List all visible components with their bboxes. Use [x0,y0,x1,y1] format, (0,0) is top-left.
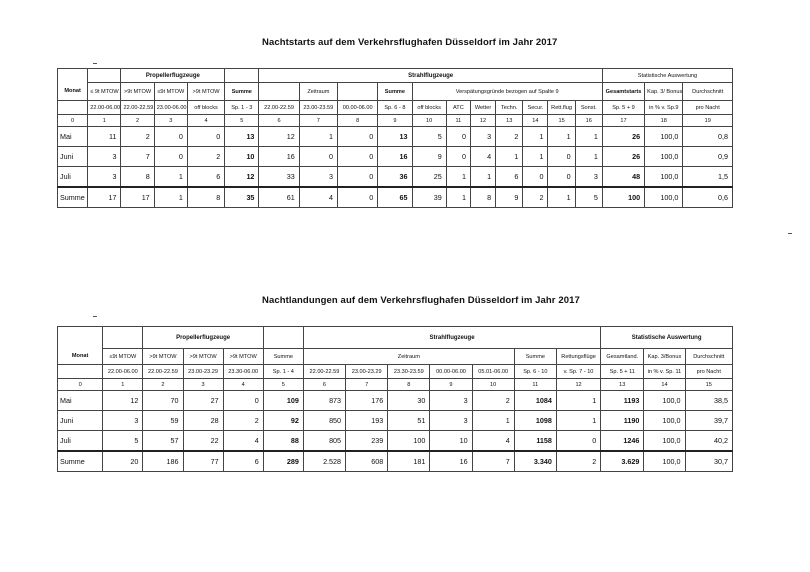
col-subheader: 23.00-23.59 [299,101,337,115]
cell: 70 [143,391,183,411]
col-number: 6 [259,115,299,127]
cell: 38,5 [685,391,732,411]
cell: 4 [472,431,514,452]
col-subheader: 05.01-06.00 [472,365,514,379]
monat-header: Monat [58,83,88,101]
col-subheader: off blocks [187,101,224,115]
row-label: Summe [58,451,103,472]
col-subheader: Techn. [496,101,523,115]
cell: 109 [263,391,303,411]
cell: 176 [346,391,388,411]
cell: 7 [121,147,154,167]
col-subheader: 00.00-06.00 [338,101,378,115]
col-header: Durchschnitt [685,349,732,365]
col-number: 11 [514,379,556,391]
col-subheader: Sp. 6 - 8 [378,101,412,115]
col-header: >9t MTOW [223,349,263,365]
cell: 0 [338,167,378,188]
cell: 6 [496,167,523,188]
cell: 100,0 [644,391,685,411]
cell: 0 [154,147,187,167]
cell: 1 [154,167,187,188]
cell: 0 [556,431,600,452]
cell: 805 [303,431,345,452]
col-subheader: in % v. Sp.9 [645,101,683,115]
col-subheader: ATC [446,101,470,115]
row-label: Mai [58,391,103,411]
cell: 1 [548,127,575,147]
zeitraum-header: Zeitraum [303,349,514,365]
col-header: ≤9t MTOW [154,83,187,101]
col-number: 0 [58,115,88,127]
col-header: Gesamtland. [601,349,644,365]
table2-title: Nachtlandungen auf dem Verkehrsflughafen Düsseldorf im Jahr 2017 [262,295,580,306]
cell: 1 [523,127,548,147]
col-subheader: 22.00-22.59 [121,101,154,115]
cell: 0 [446,147,470,167]
col-header: Summe [514,349,556,365]
cell: 5 [575,187,602,208]
cell: 16 [378,147,412,167]
cell: 12 [103,391,143,411]
cell: 4 [299,187,337,208]
cell: 57 [143,431,183,452]
col-number: 12 [470,115,495,127]
col-number: 15 [685,379,732,391]
cell: 20 [103,451,143,472]
cell: 7 [472,451,514,472]
cell: 2 [523,187,548,208]
cell: 35 [225,187,259,208]
zeitraum-header: Zeitraum [299,83,337,101]
monat-header: Monat [58,349,103,365]
cell: 2 [556,451,600,472]
cell: 88 [263,431,303,452]
cell: 2 [472,391,514,411]
col-number: 8 [388,379,430,391]
col-number: 14 [644,379,685,391]
col-subheader: 22.00-06.00 [88,101,121,115]
group-propeller: Propellerflugzeuge [121,69,225,83]
cell: 8 [470,187,495,208]
cell: 22 [183,431,223,452]
cell: 3 [88,147,121,167]
cell: 59 [143,411,183,431]
cell: 0,9 [683,147,733,167]
col-subheader: Secur. [523,101,548,115]
col-header: >9t MTOW [143,349,183,365]
table1-title: Nachtstarts auf dem Verkehrsflughafen Düsseldorf im Jahr 2017 [262,37,558,48]
col-number: 2 [143,379,183,391]
col-number: 0 [58,379,103,391]
col-number: 1 [103,379,143,391]
cell: 3 [88,167,121,188]
cell: 1158 [514,431,556,452]
cell: 9 [496,187,523,208]
cell: 26 [602,127,644,147]
col-number: 5 [263,379,303,391]
col-subheader: Sp. 1 - 4 [263,365,303,379]
cell: 4 [223,431,263,452]
cell: 1 [575,127,602,147]
cell: 1 [548,187,575,208]
cell: 100,0 [645,147,683,167]
cell: 1084 [514,391,556,411]
col-header: Rettungsflüge [556,349,600,365]
col-number: 19 [683,115,733,127]
col-subheader: 22.00-06.00 [103,365,143,379]
cell: 39,7 [685,411,732,431]
col-number: 11 [446,115,470,127]
cell: 3 [470,127,495,147]
col-number: 4 [187,115,224,127]
col-subheader: 23.30-23.59 [388,365,430,379]
cell: 0 [299,147,337,167]
cell: 3 [430,391,472,411]
col-header: >9t MTOW [121,83,154,101]
col-number: 13 [496,115,523,127]
cell: 2 [187,147,224,167]
cell: 1 [556,411,600,431]
cell: 2 [223,411,263,431]
cell: 1 [556,391,600,411]
cell: 1 [154,187,187,208]
cell: 3.629 [601,451,644,472]
cell: 100,0 [645,167,683,188]
cell: 13 [378,127,412,147]
cell: 39 [412,187,446,208]
col-number: 6 [303,379,345,391]
row-label: Mai [58,127,88,147]
row-label: Juli [58,431,103,452]
group-strahl: Strahlflugzeuge [303,327,600,349]
cell: 25 [412,167,446,188]
col-subheader: Sonst. [575,101,602,115]
col-subheader: Wetter [470,101,495,115]
cell: 3 [103,411,143,431]
cell: 850 [303,411,345,431]
cell: 0,6 [683,187,733,208]
col-number: 3 [154,115,187,127]
col-subheader: off blocks [412,101,446,115]
cell: 1 [446,167,470,188]
col-number: 10 [412,115,446,127]
cell: 16 [430,451,472,472]
col-number: 2 [121,115,154,127]
cell: 3.340 [514,451,556,472]
cell: 1,5 [683,167,733,188]
col-subheader: 23.30-06.00 [223,365,263,379]
col-number: 16 [575,115,602,127]
col-subheader: Rett.flug [548,101,575,115]
cell: 6 [223,451,263,472]
cell: 0 [446,127,470,147]
cell: 77 [183,451,223,472]
col-number: 8 [338,115,378,127]
col-header: >9t MTOW [187,83,224,101]
col-subheader: 00.00-06.00 [430,365,472,379]
cell: 2.528 [303,451,345,472]
col-subheader: 22.00-22.59 [303,365,345,379]
col-subheader: pro Nacht [685,365,732,379]
cell: 100 [602,187,644,208]
col-subheader: v. Sp. 7 - 10 [556,365,600,379]
cell: 608 [346,451,388,472]
cell: 0,8 [683,127,733,147]
cell: 100,0 [644,451,685,472]
col-number: 18 [645,115,683,127]
cell: 1193 [601,391,644,411]
cell: 2 [496,127,523,147]
col-subheader: Sp. 5 + 9 [602,101,644,115]
cell: 1 [523,147,548,167]
cell: 13 [225,127,259,147]
cell: 3 [299,167,337,188]
cell: 48 [602,167,644,188]
cell: 10 [430,431,472,452]
cell: 17 [121,187,154,208]
col-number: 14 [523,115,548,127]
cell: 100 [388,431,430,452]
cell: 3 [430,411,472,431]
table-row [58,431,733,452]
cell: 0 [154,127,187,147]
cell: 5 [103,431,143,452]
group-stat: Statistische Auswertung [601,327,733,349]
cell: 12 [259,127,299,147]
col-header: Summe [378,83,412,101]
cell: 27 [183,391,223,411]
row-label: Juni [58,147,88,167]
col-header: Kap. 3/Bonus [644,349,685,365]
col-subheader: pro Nacht [683,101,733,115]
row-label: Juli [58,167,88,188]
cell: 28 [183,411,223,431]
table-row [58,167,733,188]
col-subheader: Sp. 6 - 10 [514,365,556,379]
table-row [58,187,733,208]
table-row [58,391,733,411]
col-header: Kap. 3/ Bonus [645,83,683,101]
col-number: 12 [556,379,600,391]
cell: 5 [412,127,446,147]
cell: 0 [548,167,575,188]
table-row [58,451,733,472]
cell: 0 [187,127,224,147]
group-stat: Statistische Auswertung [602,69,732,83]
cell: 61 [259,187,299,208]
cell: 0 [548,147,575,167]
col-subheader: 22.00-22.59 [143,365,183,379]
cell: 100,0 [644,411,685,431]
cell: 0 [338,127,378,147]
cell: 1 [299,127,337,147]
cell: 51 [388,411,430,431]
col-subheader: Sp. 5 + 11 [601,365,644,379]
col-number: 10 [472,379,514,391]
cell: 1 [575,147,602,167]
col-number: 13 [601,379,644,391]
col-number: 9 [378,115,412,127]
col-subheader: 22.00-22.59 [259,101,299,115]
cell: 1 [446,187,470,208]
row-label: Summe [58,187,88,208]
cell: 1 [496,147,523,167]
col-subheader: 23.00-06.00 [154,101,187,115]
cell: 17 [88,187,121,208]
col-header: ≤ 9t MTOW [88,83,121,101]
col-number: 7 [346,379,388,391]
monat-header-top [58,69,88,83]
col-number: 7 [299,115,337,127]
col-header: Gesamtstarts [602,83,644,101]
cell: 40,2 [685,431,732,452]
cell: 181 [388,451,430,472]
cell: 8 [187,187,224,208]
verspaetung-header: Verspätungsgründe bezogen auf Spalte 9 [412,83,602,101]
col-header: ≤9t MTOW [103,349,143,365]
cell: 0 [338,147,378,167]
cell: 100,0 [644,431,685,452]
col-number: 15 [548,115,575,127]
col-number: 3 [183,379,223,391]
cell: 9 [412,147,446,167]
cell: 30 [388,391,430,411]
cell: 239 [346,431,388,452]
cell: 193 [346,411,388,431]
col-subheader: 23.00-23.29 [183,365,223,379]
col-header: Summe [225,83,259,101]
row-label: Juni [58,411,103,431]
col-number: 5 [225,115,259,127]
cell: 100,0 [645,187,683,208]
cell: 1 [472,411,514,431]
cell: 1 [470,167,495,188]
group-strahl: Strahlflugzeuge [259,69,602,83]
cell: 873 [303,391,345,411]
cell: 65 [378,187,412,208]
cell: 186 [143,451,183,472]
cell: 2 [121,127,154,147]
col-number: 4 [223,379,263,391]
cell: 0 [338,187,378,208]
col-subheader: Sp. 1 - 3 [225,101,259,115]
cell: 30,7 [685,451,732,472]
col-number: 1 [88,115,121,127]
night-landings-table [57,326,733,472]
cell: 289 [263,451,303,472]
col-header: >9t MTOW [183,349,223,365]
col-header: Summe [263,349,303,365]
col-subheader: 23.00-23.29 [346,365,388,379]
cell: 92 [263,411,303,431]
cell: 1246 [601,431,644,452]
table-row [58,147,733,167]
cell: 11 [88,127,121,147]
cell: 36 [378,167,412,188]
table-row [58,127,733,147]
night-departures-table [57,68,733,208]
cell: 100,0 [645,127,683,147]
table-row [58,411,733,431]
cell: 6 [187,167,224,188]
cell: 12 [225,167,259,188]
cell: 10 [225,147,259,167]
cell: 4 [470,147,495,167]
cell: 33 [259,167,299,188]
cell: 1190 [601,411,644,431]
col-number: 9 [430,379,472,391]
cell: 3 [575,167,602,188]
cell: 1098 [514,411,556,431]
col-number: 17 [602,115,644,127]
cell: 0 [523,167,548,188]
cell: 16 [259,147,299,167]
cell: 8 [121,167,154,188]
col-subheader: in % v. Sp. 11 [644,365,685,379]
cell: 26 [602,147,644,167]
cell: 0 [223,391,263,411]
col-header: Durchschnitt [683,83,733,101]
group-propeller: Propellerflugzeuge [143,327,263,349]
